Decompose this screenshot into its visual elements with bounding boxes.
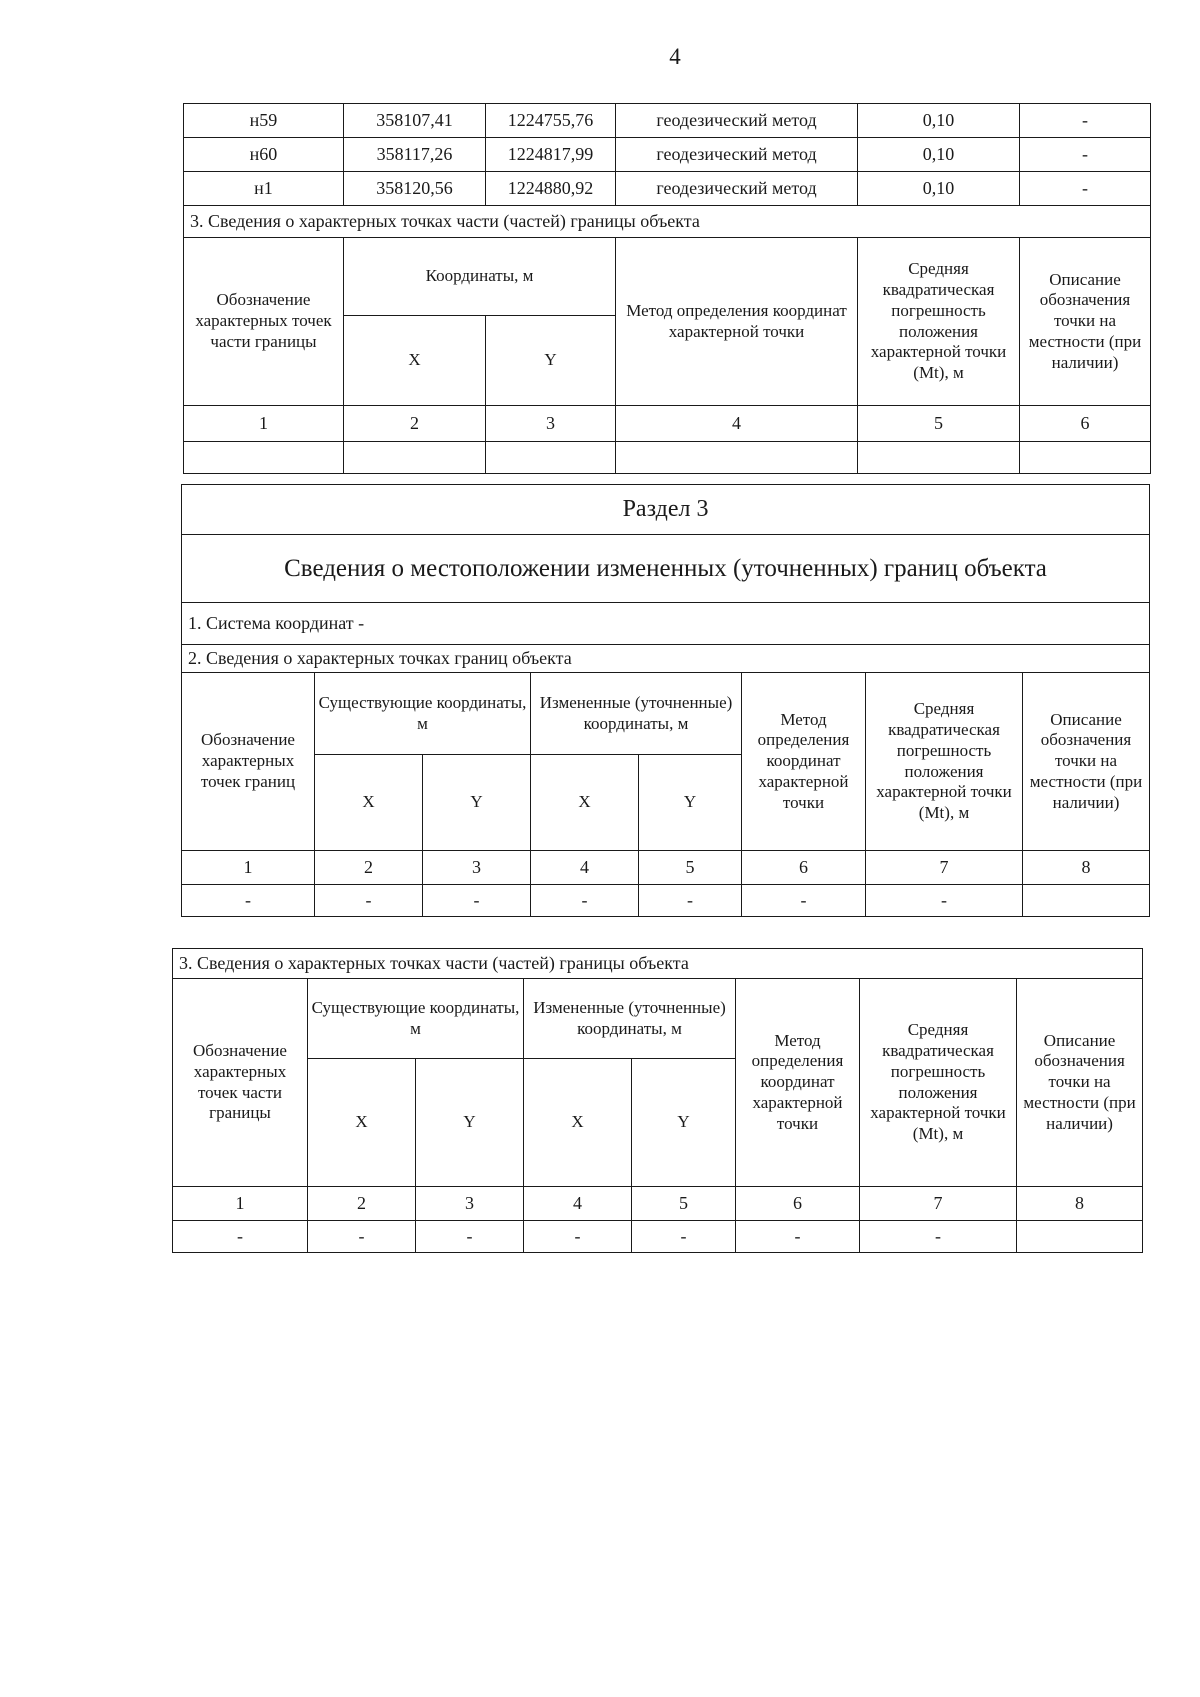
cell: - xyxy=(173,1221,308,1253)
col-number: 3 xyxy=(416,1187,524,1221)
method-cell: геодезический метод xyxy=(616,172,858,206)
x-cell: 358117,26 xyxy=(344,138,486,172)
header-x: X xyxy=(344,316,486,406)
col-number: 3 xyxy=(423,851,531,885)
desc-cell: - xyxy=(1020,138,1151,172)
point-cell: н60 xyxy=(184,138,344,172)
col-number: 2 xyxy=(315,851,423,885)
column-number-row xyxy=(173,1187,1143,1221)
y-cell: 1224880,92 xyxy=(486,172,616,206)
x-cell: 358120,56 xyxy=(344,172,486,206)
col-number: 2 xyxy=(308,1187,416,1221)
column-number-row xyxy=(184,406,1151,442)
mt-cell: 0,10 xyxy=(858,104,1020,138)
table-row xyxy=(184,138,1151,172)
y-cell: 1224817,99 xyxy=(486,138,616,172)
coord-system: 1. Система координат - xyxy=(182,603,1150,645)
header-designation: Обозначение характерных точек границ xyxy=(182,673,315,851)
header-y: Y xyxy=(486,316,616,406)
header-accuracy: Средняя квадратическая погрешность положения характерной точки (Mt), м xyxy=(858,238,1020,406)
col-number: 3 xyxy=(486,406,616,442)
section3-part-table xyxy=(172,948,1143,1253)
cell xyxy=(1023,885,1150,917)
col-number: 4 xyxy=(616,406,858,442)
col-number: 4 xyxy=(524,1187,632,1221)
y-cell: 1224755,76 xyxy=(486,104,616,138)
header-x: X xyxy=(524,1059,632,1187)
part-section-title: 3. Сведения о характерных точках части (частей) границы объекта xyxy=(173,949,1143,979)
cell: - xyxy=(742,885,866,917)
header-designation: Обозначение характерных точек части границы xyxy=(173,979,308,1187)
header-description: Описание обозначения точки на местности (при наличии) xyxy=(1023,673,1150,851)
col-number: 1 xyxy=(173,1187,308,1221)
section-heading: Раздел 3 xyxy=(182,485,1150,535)
cell xyxy=(1017,1221,1143,1253)
mt-cell: 0,10 xyxy=(858,172,1020,206)
col-number: 1 xyxy=(184,406,344,442)
header-description: Описание обозначения точки на местности (при наличии) xyxy=(1020,238,1151,406)
cell: - xyxy=(866,885,1023,917)
header-accuracy: Средняя квадратическая погрешность положения характерной точки (Mt), м xyxy=(866,673,1023,851)
header-x: X xyxy=(531,755,639,851)
cell: - xyxy=(308,1221,416,1253)
header-method: Метод определения координат характерной точки xyxy=(616,238,858,406)
cell: - xyxy=(531,885,639,917)
cell: - xyxy=(524,1221,632,1253)
header-existing: Существующие координаты, м xyxy=(308,979,524,1059)
section3-table xyxy=(181,484,1150,917)
col-number: 8 xyxy=(1023,851,1150,885)
desc-cell: - xyxy=(1020,172,1151,206)
header-method: Метод определения координат характерной точки xyxy=(736,979,860,1187)
header-y: Y xyxy=(423,755,531,851)
column-number-row xyxy=(182,851,1150,885)
header-designation: Обозначение характерных точек части границы xyxy=(184,238,344,406)
cell: - xyxy=(860,1221,1017,1253)
header-y: Y xyxy=(416,1059,524,1187)
col-number: 7 xyxy=(866,851,1023,885)
cell: - xyxy=(736,1221,860,1253)
col-number: 7 xyxy=(860,1187,1017,1221)
empty-row xyxy=(184,442,1151,474)
cell: - xyxy=(639,885,742,917)
col-number: 1 xyxy=(182,851,315,885)
col-number: 6 xyxy=(1020,406,1151,442)
table-row xyxy=(184,104,1151,138)
col-number: 5 xyxy=(639,851,742,885)
col-number: 4 xyxy=(531,851,639,885)
header-x: X xyxy=(308,1059,416,1187)
header-y: Y xyxy=(632,1059,736,1187)
method-cell: геодезический метод xyxy=(616,104,858,138)
col-number: 6 xyxy=(736,1187,860,1221)
points-section-title: 2. Сведения о характерных точках границ объекта xyxy=(182,645,1150,673)
desc-cell: - xyxy=(1020,104,1151,138)
header-changed: Измененные (уточненные) координаты, м xyxy=(524,979,736,1059)
header-coordinates: Координаты, м xyxy=(344,238,616,316)
cell: - xyxy=(632,1221,736,1253)
header-y: Y xyxy=(639,755,742,851)
method-cell: геодезический метод xyxy=(616,138,858,172)
section-subheading: Сведения о местоположении измененных (уточненных) границ объекта xyxy=(182,535,1150,603)
cell: - xyxy=(416,1221,524,1253)
x-cell: 358107,41 xyxy=(344,104,486,138)
header-existing: Существующие координаты, м xyxy=(315,673,531,755)
cell: - xyxy=(182,885,315,917)
header-changed: Измененные (уточненные) координаты, м xyxy=(531,673,742,755)
col-number: 6 xyxy=(742,851,866,885)
header-method: Метод определения координат характерной точки xyxy=(742,673,866,851)
mt-cell: 0,10 xyxy=(858,138,1020,172)
cell: - xyxy=(315,885,423,917)
point-cell: н1 xyxy=(184,172,344,206)
table-row xyxy=(182,885,1150,917)
cell: - xyxy=(423,885,531,917)
col-number: 2 xyxy=(344,406,486,442)
table-row xyxy=(173,1221,1143,1253)
part-section-title: 3. Сведения о характерных точках части (частей) границы объекта xyxy=(184,206,1151,238)
col-number: 8 xyxy=(1017,1187,1143,1221)
header-x: X xyxy=(315,755,423,851)
col-number: 5 xyxy=(858,406,1020,442)
col-number: 5 xyxy=(632,1187,736,1221)
table-row xyxy=(184,172,1151,206)
boundary-points-table-continued xyxy=(183,103,1151,474)
point-cell: н59 xyxy=(184,104,344,138)
header-accuracy: Средняя квадратическая погрешность положения характерной точки (Mt), м xyxy=(860,979,1017,1187)
header-description: Описание обозначения точки на местности (при наличии) xyxy=(1017,979,1143,1187)
page-number: 4 xyxy=(669,44,681,69)
